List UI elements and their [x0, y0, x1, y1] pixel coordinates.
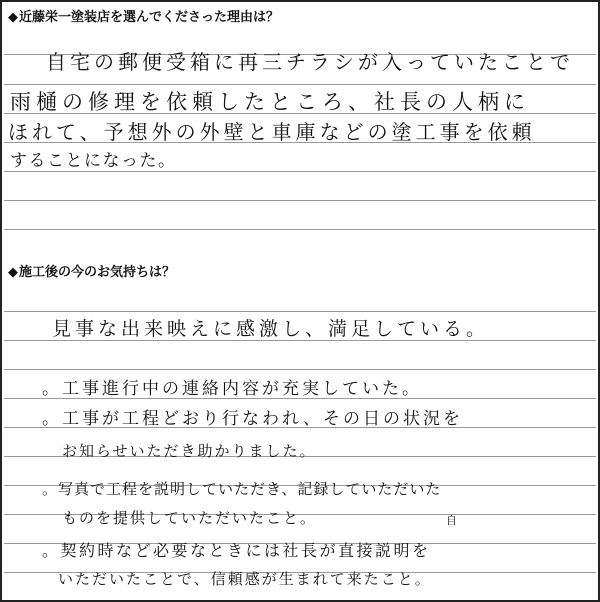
answer-2-line-4: お知らせいただき助かりました。 — [62, 442, 317, 460]
diamond-bullet-icon: ◆ — [8, 9, 18, 24]
insertion-mark: 自 — [446, 514, 457, 527]
answer-2-line-5: 。写真で工程を説明していただき、記録していただいた — [42, 480, 442, 498]
question-1-title: 近藤栄一塗装店を選んでくださった理由は？ — [19, 9, 280, 24]
question-2-heading — [8, 261, 175, 280]
answer-1-line-4: することになった。 — [10, 151, 177, 171]
answer-2-line-3: 。工事が工程どおり行なわれ、その日の状況を — [42, 409, 464, 429]
answer-1-line-1: 自宅の郵便受箱に再三チラシが入っていたことで — [46, 50, 574, 74]
ruled-line — [4, 311, 596, 312]
question-2-title: 施工後の今のお気持ちは？ — [19, 264, 176, 279]
answer-2-line-8: いただいたことで、信頼感が生まれて来たこと。 — [58, 570, 432, 588]
diamond-bullet-icon: ◆ — [8, 264, 18, 279]
question-1-heading — [8, 6, 279, 25]
ruled-line — [4, 229, 596, 230]
answer-1-line-3: ほれて、予想外の外壁と車庫などの塗工事を依頼 — [8, 120, 536, 144]
answer-2-line-6: ものを提供していただいたこと。 — [62, 509, 318, 527]
ruled-line — [4, 200, 596, 201]
answer-2-line-7: 。契約時など必要なときには社長が直接説明を — [42, 541, 431, 560]
ruled-line — [4, 369, 596, 370]
answer-1-line-2: 雨樋の修理を依頼したところ、社長の人柄に — [10, 90, 530, 114]
ruled-line — [4, 84, 596, 85]
ruled-line — [4, 171, 596, 172]
answer-2-line-2: 。工事進行中の連絡内容が充実していた。 — [42, 379, 422, 399]
answer-2-line-1: 見事な出来映えに感激し、満足している。 — [52, 318, 490, 340]
